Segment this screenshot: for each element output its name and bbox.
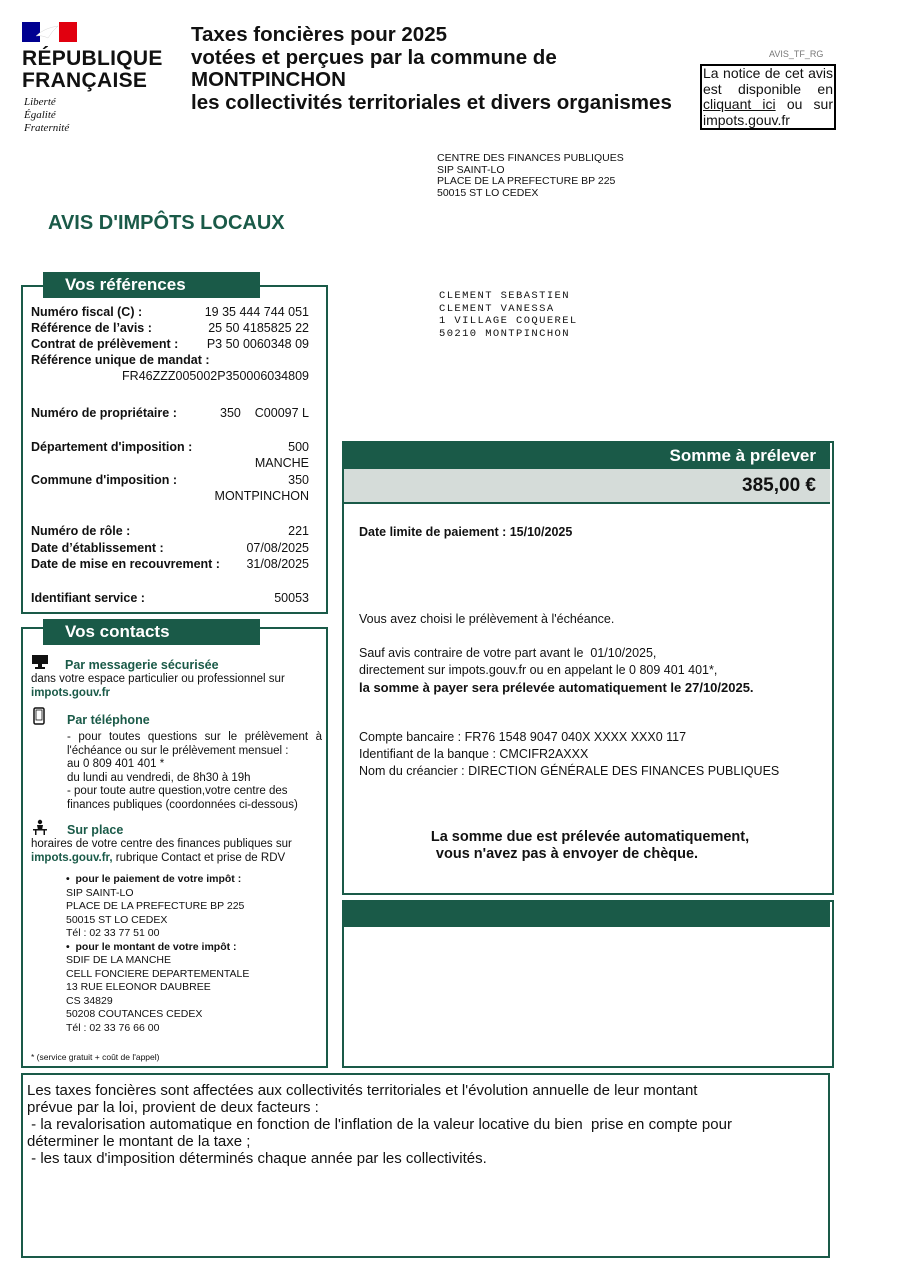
info-line: - la revalorisation automatique en fonction de l'inflation de la valeur locative du bien prise en compte pour <box>27 1116 732 1133</box>
motto <box>24 96 69 135</box>
mandat-value: FR46ZZZ005002P350006034809 <box>122 369 309 383</box>
telephone-line: - pour toutes questions sur le prélèvement à <box>67 731 322 743</box>
paiement-block <box>66 873 249 1035</box>
empty-panel-header <box>344 902 830 927</box>
due-line: La somme due est prélevée automatiquement, <box>430 829 750 845</box>
brand-line: FRANÇAISE <box>22 69 148 92</box>
commune-name: MONTPINCHON <box>214 489 309 503</box>
prelevement-choice: Vous avez choisi le prélèvement à l'échéance. <box>359 612 615 626</box>
address-line: 50015 ST LO CEDEX <box>437 186 539 199</box>
address-line: CENTRE DES FINANCES PUBLIQUES <box>437 152 624 164</box>
paiement-line: SIP SAINT-LO <box>66 886 134 899</box>
montant-line: 13 RUE ELEONOR DAUBREE <box>66 981 211 993</box>
paiement-line: Tél : 02 33 77 51 00 <box>66 927 160 939</box>
montant-line: CELL FONCIERE DEPARTEMENTALE <box>66 967 250 980</box>
departement-label: Département d'imposition : <box>31 440 193 454</box>
brand-line: RÉPUBLIQUE <box>22 47 163 70</box>
republique-francaise-wordmark <box>22 48 163 92</box>
contacts-tab: Vos contacts <box>43 619 260 645</box>
payment-amount-bar <box>344 469 830 504</box>
payment-header <box>344 443 830 469</box>
montant-title-text: pour le montant de votre impôt : <box>75 940 237 953</box>
place-text: horaires de votre centre des finances publiques sur <box>31 838 292 850</box>
service-value: 50053 <box>274 591 309 605</box>
recipient-line: 1 VILLAGE COQUEREL <box>439 315 578 327</box>
info-line: déterminer le montant de la taxe ; <box>27 1133 251 1150</box>
reference-avis-value: 25 50 4185825 22 <box>208 321 309 335</box>
references-tab: Vos références <box>43 272 260 298</box>
person-at-desk-icon <box>33 819 47 840</box>
etablissement-value: 07/08/2025 <box>246 541 309 555</box>
date-limite: Date limite de paiement : 15/10/2025 <box>359 525 573 539</box>
title-line: votées et perçues par la commune de <box>191 45 557 69</box>
proprietaire-label: Numéro de propriétaire : <box>31 406 177 420</box>
compte-bancaire: Compte bancaire : FR76 1548 9047 040X XXXX XXX0 117 <box>359 730 687 744</box>
footnote: * (service gratuit + coût de l'appel) <box>31 1052 160 1062</box>
mobile-phone-icon <box>33 707 45 730</box>
cfp-address <box>437 153 624 199</box>
info-line: - les taux d'imposition déterminés chaque année par les collectivités. <box>27 1150 487 1167</box>
montant-title: • pour le montant de votre impôt : <box>66 940 237 953</box>
avis-code: AVIS_TF_RG <box>769 49 824 59</box>
address-line: SIP SAINT-LO <box>437 163 505 176</box>
messagerie-title: Par messagerie sécurisée <box>65 658 219 672</box>
sauf-line-2: directement sur impots.gouv.fr ou en appelant le 0 809 401 401*, <box>359 663 718 677</box>
messagerie-text: dans votre espace particulier ou professionnel sur <box>31 673 285 685</box>
title-line: MONTPINCHON <box>191 68 346 91</box>
paiement-line: PLACE DE LA PREFECTURE BP 225 <box>66 900 245 912</box>
telephone-line: du lundi au vendredi, de 8h30 à 19h <box>67 771 251 784</box>
paiement-title-text: pour le paiement de votre impôt : <box>75 873 242 885</box>
telephone-line: au 0 809 401 401 * <box>67 758 165 770</box>
mandat-label: Référence unique de mandat : <box>31 353 210 367</box>
departement-code: 500 <box>288 440 309 454</box>
due-message <box>344 829 830 863</box>
place-link-suffix: rubrique Contact et prise de RDV <box>115 852 286 864</box>
info-line: prévue par la loi, provient de deux facteurs : <box>27 1099 319 1116</box>
due-line: vous n'avez pas à envoyer de chèque. <box>435 846 699 862</box>
title-line: Taxes foncières pour 2025 <box>191 23 447 46</box>
info-line: Les taxes foncières sont affectées aux collectivités territoriales et l'évolution annuelle de leur montant <box>27 1082 698 1099</box>
montant-line: CS 34829 <box>66 994 113 1007</box>
contrat-label: Contrat de prélèvement : <box>31 337 179 351</box>
departement-name: MANCHE <box>254 456 309 470</box>
motto-line: Fraternité <box>24 122 70 134</box>
motto-line: Liberté <box>24 96 56 108</box>
title-line: les collectivités territoriales et divers organismes <box>191 90 672 114</box>
place-link[interactable]: impots.gouv.fr, <box>31 852 113 864</box>
montant-line: 50208 COUTANCES CEDEX <box>66 1008 203 1020</box>
reference-avis-label: Référence de l’avis : <box>31 321 152 335</box>
notice-text-suffix: ou sur impots.gouv.fr <box>703 96 833 128</box>
telephone-line: l'échéance ou sur le prélèvement mensuel : <box>67 744 289 757</box>
notice-text: La notice de cet avis est disponible en <box>703 65 833 97</box>
numero-fiscal-value: 19 35 444 744 051 <box>204 305 309 319</box>
republique-flag-logo <box>22 22 77 42</box>
montant-line: Tél : 02 33 76 66 00 <box>66 1021 160 1034</box>
etablissement-label: Date d’établissement : <box>31 541 164 555</box>
payment-header-text: Somme à prélever <box>669 446 816 465</box>
place-link-line <box>31 852 285 866</box>
paiement-title: • pour le paiement de votre impôt : <box>66 873 242 885</box>
computer-icon <box>31 655 49 674</box>
commune-label: Commune d'imposition : <box>31 473 178 487</box>
recipient-line: 50210 MONTPINCHON <box>439 327 570 340</box>
payment-amount: 385,00 € <box>742 475 816 496</box>
commune-code: 350 <box>288 473 309 487</box>
paiement-line: 50015 ST LO CEDEX <box>66 913 168 926</box>
role-value: 221 <box>288 524 309 538</box>
recouvrement-value: 31/08/2025 <box>246 557 309 571</box>
recipient-line: CLEMENT SEBASTIEN <box>439 290 570 302</box>
telephone-title: Par téléphone <box>67 713 150 727</box>
role-label: Numéro de rôle : <box>31 524 131 538</box>
numero-fiscal-label: Numéro fiscal (C) : <box>31 305 143 319</box>
address-line: PLACE DE LA PREFECTURE BP 225 <box>437 175 616 187</box>
notice-link[interactable]: cliquant ici <box>703 96 776 112</box>
recouvrement-label: Date de mise en recouvrement : <box>31 557 220 571</box>
sauf-line-1: Sauf avis contraire de votre part avant le 01/10/2025, <box>359 646 657 660</box>
telephone-line: - pour toute autre question,votre centre des <box>67 785 288 797</box>
info-box <box>21 1073 830 1258</box>
avis-title: AVIS D'IMPÔTS LOCAUX <box>48 212 285 234</box>
telephone-line: finances publiques (coordonnées ci-dessous) <box>67 798 298 811</box>
motto-line: Égalité <box>24 109 56 121</box>
service-label: Identifiant service : <box>31 591 145 605</box>
proprietaire-value: 350 C00097 L <box>220 406 309 420</box>
nom-creancier: Nom du créancier : DIRECTION GÉNÉRALE DES FINANCES PUBLIQUES <box>359 764 780 778</box>
prelevement-date: la somme à payer sera prélevée automatiquement le 27/10/2025. <box>359 680 754 695</box>
recipient-address <box>439 290 578 340</box>
recipient-line: CLEMENT VANESSA <box>439 302 555 315</box>
telephone-info <box>67 731 322 812</box>
contrat-value: P3 50 0060348 09 <box>206 337 309 351</box>
messagerie-link[interactable]: impots.gouv.fr <box>31 687 111 699</box>
notice-box <box>700 64 836 130</box>
identifiant-banque: Identifiant de la banque : CMCIFR2AXXX <box>359 747 589 761</box>
montant-line: SDIF DE LA MANCHE <box>66 954 172 966</box>
place-title: Sur place <box>67 823 124 837</box>
document-title <box>191 24 672 114</box>
